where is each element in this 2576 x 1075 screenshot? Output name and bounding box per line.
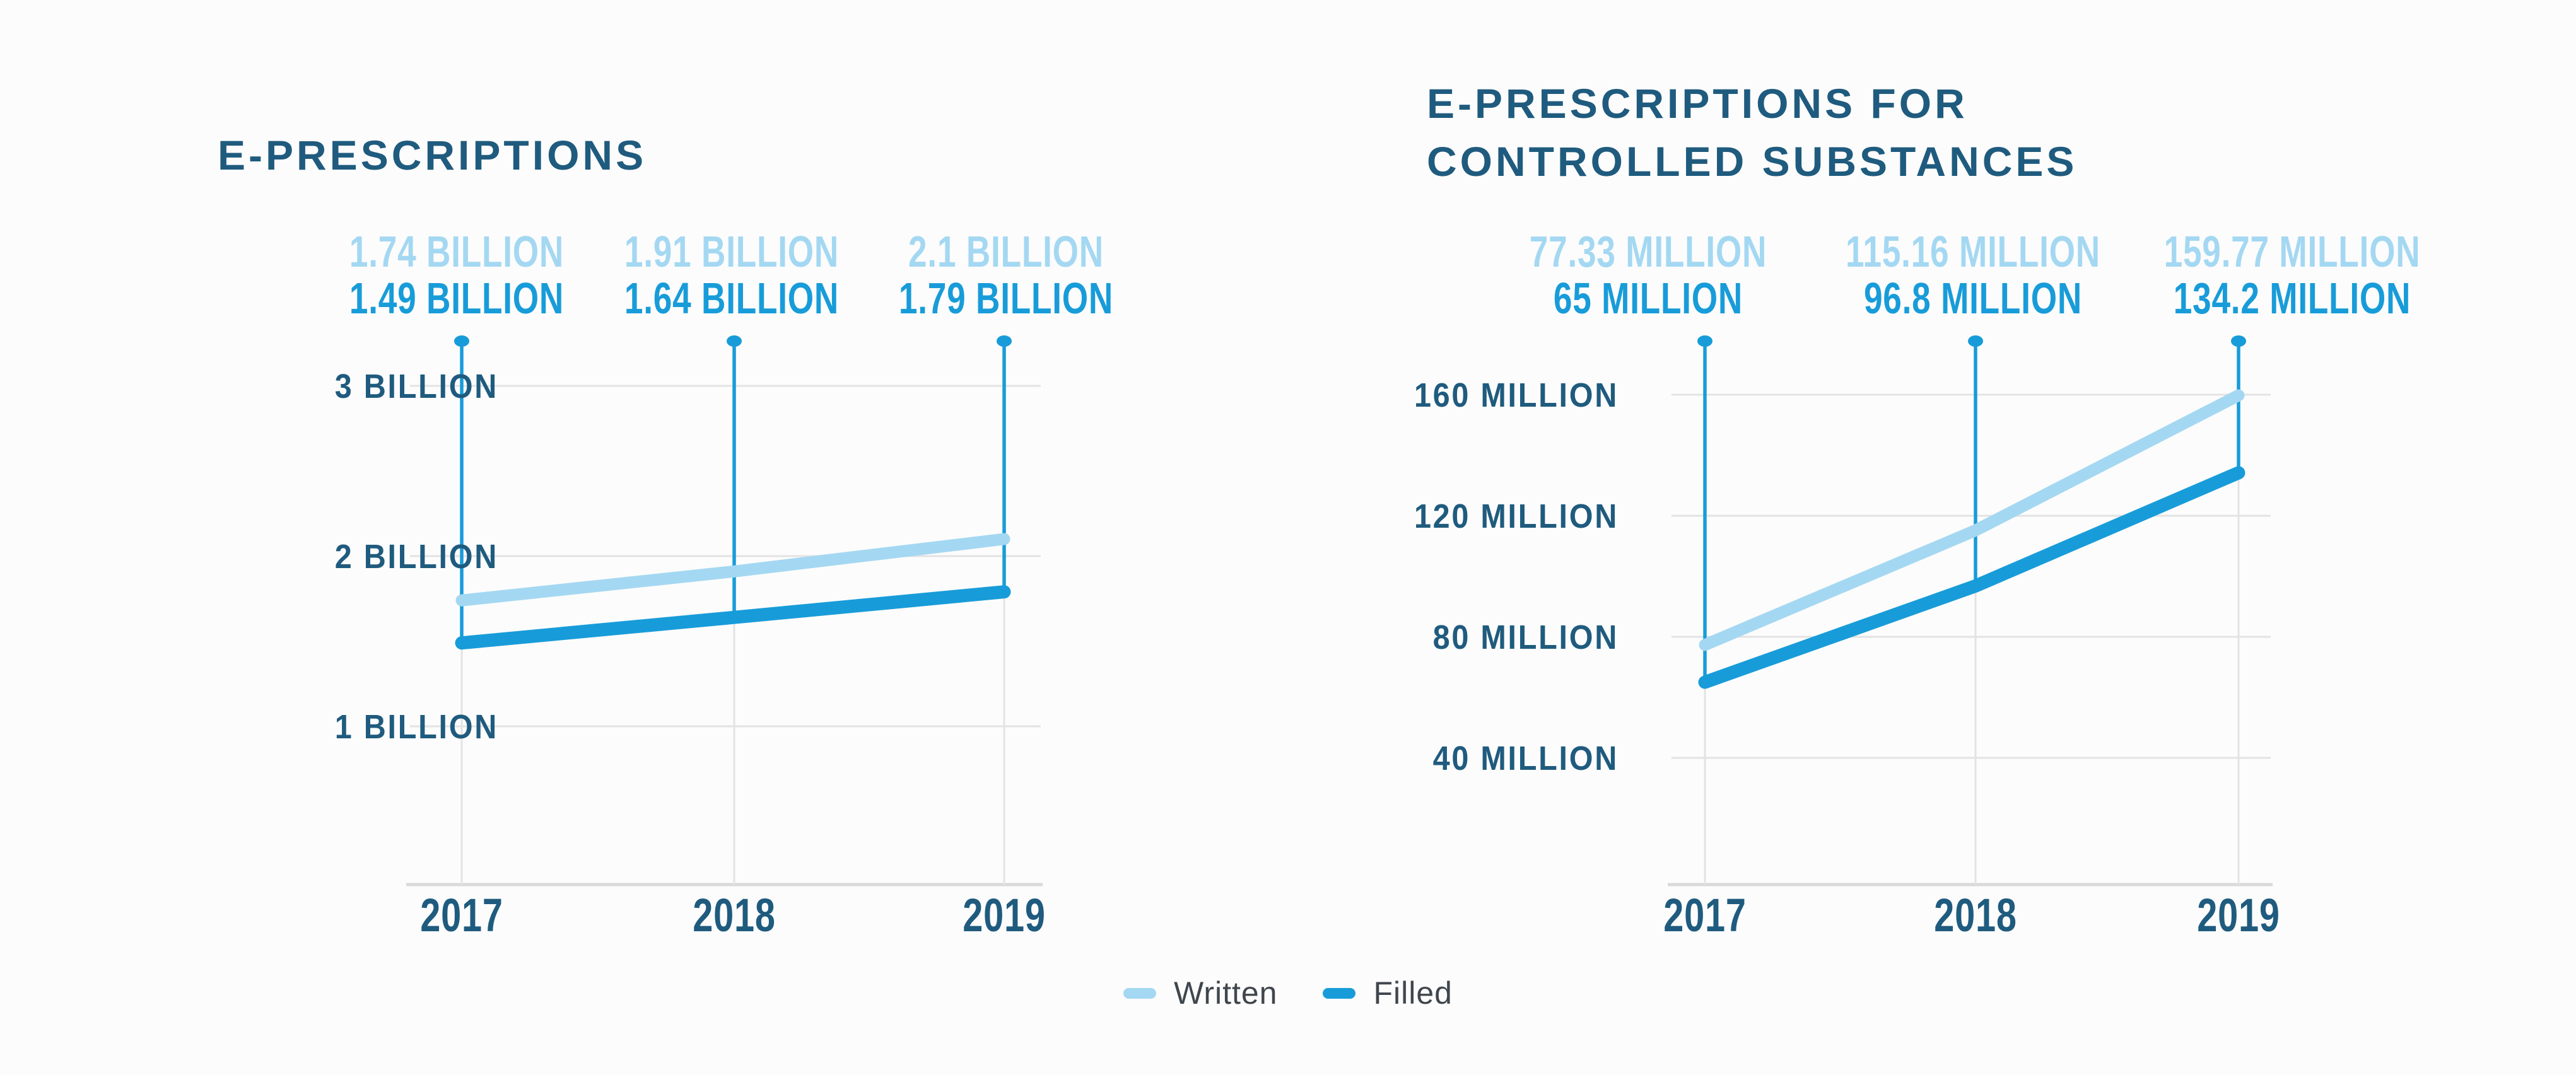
y-axis-tick-label: 2 BILLION xyxy=(334,538,498,576)
y-axis-tick-label: 160 MILLION xyxy=(1414,376,1619,414)
data-label-written: 1.74 BILLION xyxy=(349,227,565,276)
marker-dot-icon xyxy=(1697,335,1712,347)
left-chart-title-line: E-PRESCRIPTIONS xyxy=(218,132,647,178)
right-chart-title xyxy=(1427,74,2077,190)
data-label-filled: 1.64 BILLION xyxy=(624,274,840,323)
series-line-filled xyxy=(1705,473,2239,682)
x-axis-year-label: 2019 xyxy=(963,889,1046,941)
x-axis-year-label: 2017 xyxy=(1663,889,1747,941)
x-axis-year-label: 2018 xyxy=(693,889,776,941)
data-label-written: 115.16 MILLION xyxy=(1846,227,2100,276)
legend-swatch-filled-icon xyxy=(1323,988,1355,999)
y-axis-tick-label: 1 BILLION xyxy=(334,708,498,746)
legend-label-filled: Filled xyxy=(1373,975,1453,1011)
data-label-filled: 96.8 MILLION xyxy=(1863,274,2083,323)
marker-dot-icon xyxy=(454,335,469,347)
data-label-filled: 1.79 BILLION xyxy=(898,274,1114,323)
marker-dot-icon xyxy=(1968,335,1983,347)
y-axis-tick-label: 120 MILLION xyxy=(1414,497,1619,535)
left-chart-title xyxy=(218,126,647,184)
series-line-written xyxy=(1705,395,2239,645)
right-chart-title-line-2: CONTROLLED SUBSTANCES xyxy=(1427,138,2078,185)
x-axis-year-label: 2019 xyxy=(2197,889,2280,941)
y-axis-tick-label: 40 MILLION xyxy=(1432,740,1619,777)
y-axis-tick-label: 3 BILLION xyxy=(334,368,498,405)
x-axis-year-label: 2017 xyxy=(420,889,503,941)
x-axis-year-label: 2018 xyxy=(1934,889,2017,941)
chart-legend xyxy=(0,974,2576,1012)
data-label-filled: 1.49 BILLION xyxy=(349,274,565,323)
legend-swatch-written-icon xyxy=(1123,988,1156,999)
data-label-filled: 65 MILLION xyxy=(1553,274,1743,323)
right-chart-title-line-1: E-PRESCRIPTIONS FOR xyxy=(1427,80,1968,127)
marker-dot-icon xyxy=(727,335,742,347)
marker-dot-icon xyxy=(997,335,1012,347)
data-label-filled: 134.2 MILLION xyxy=(2173,274,2411,323)
data-label-written: 2.1 BILLION xyxy=(908,227,1104,276)
data-label-written: 77.33 MILLION xyxy=(1529,227,1767,276)
data-label-written: 1.91 BILLION xyxy=(624,227,840,276)
y-axis-tick-label: 80 MILLION xyxy=(1432,619,1619,656)
data-label-written: 159.77 MILLION xyxy=(2163,227,2421,276)
legend-label-written: Written xyxy=(1174,975,1278,1011)
marker-dot-icon xyxy=(2231,335,2246,347)
